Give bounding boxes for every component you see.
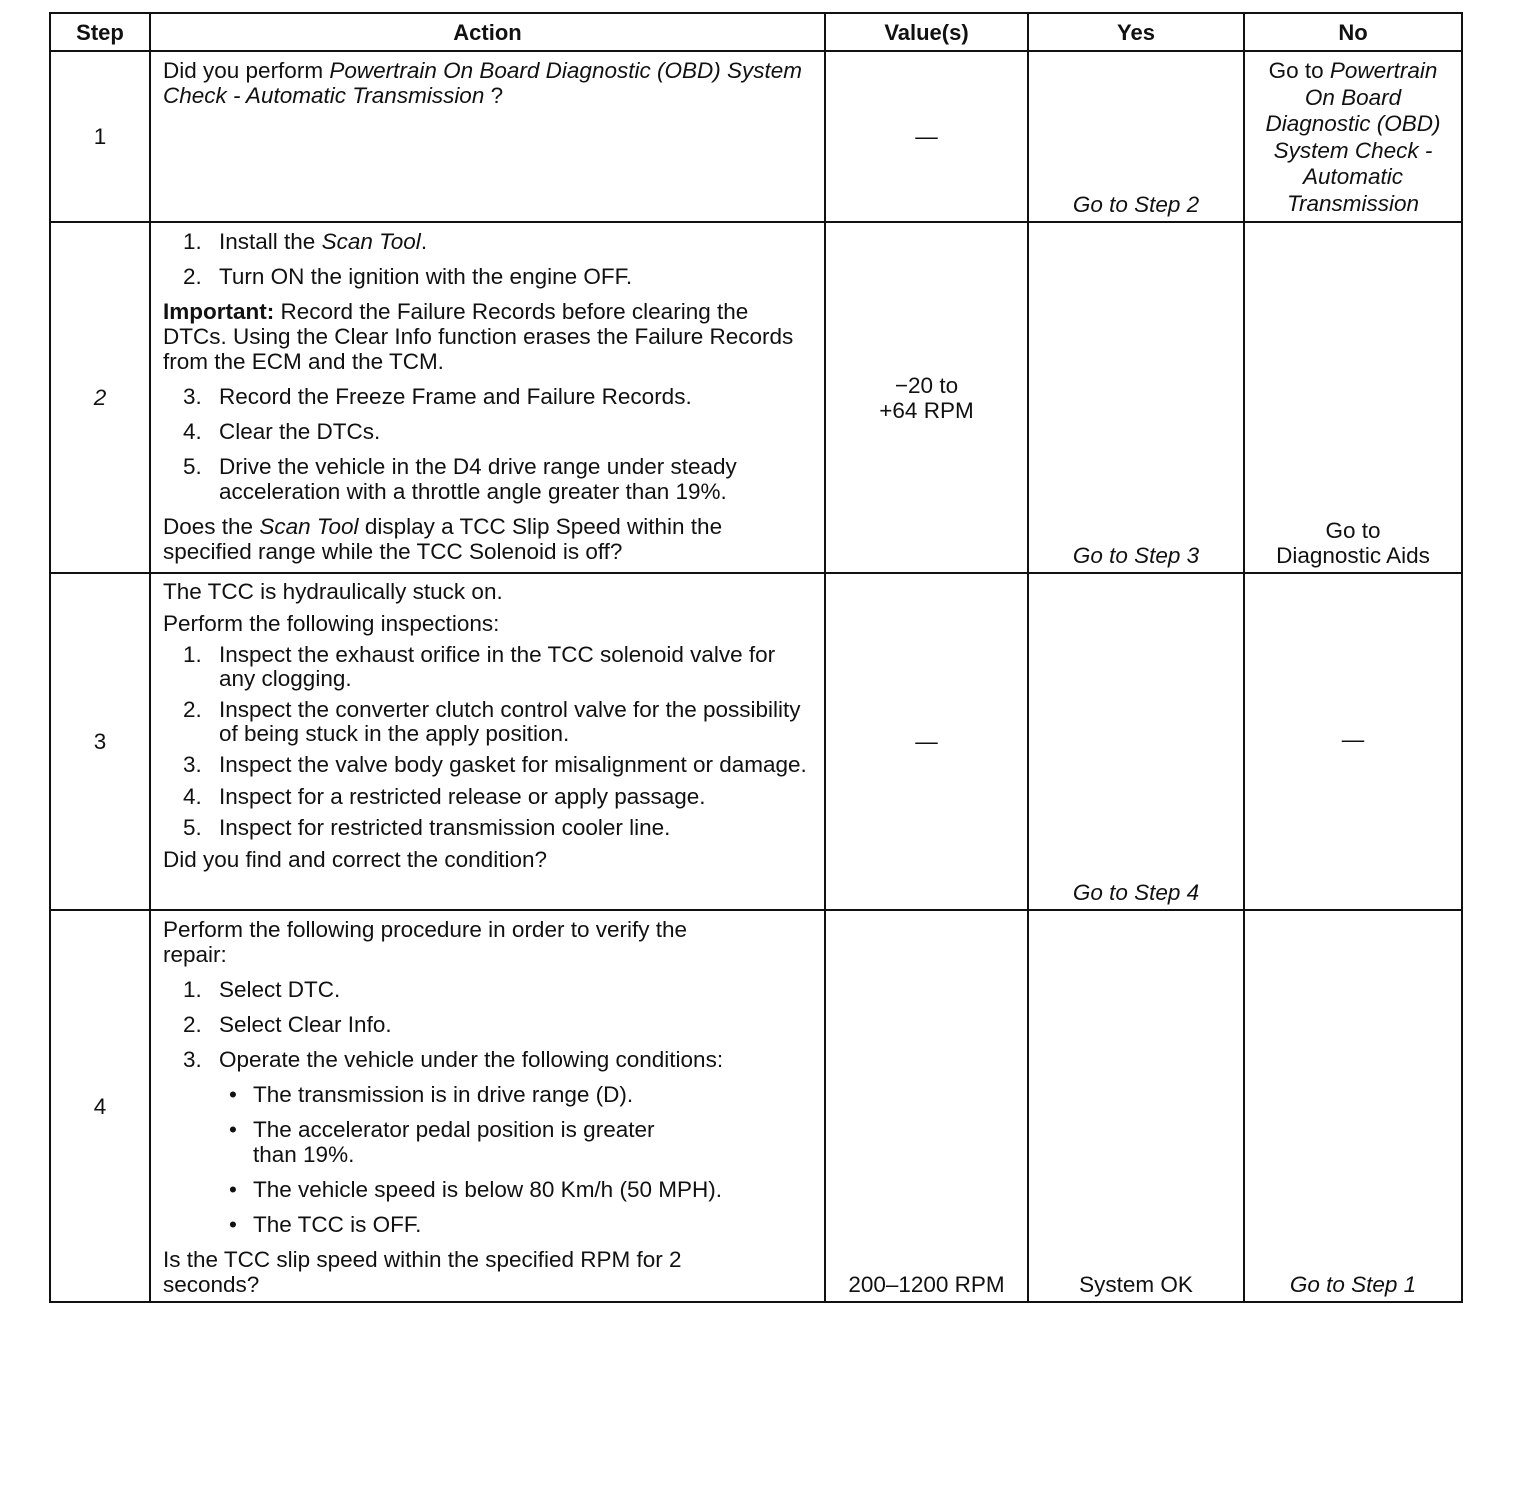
table-row [50,222,1462,573]
value-cell: — [825,51,1028,222]
action-cell [150,51,825,222]
table-row [50,573,1462,910]
header-no: No [1244,13,1462,51]
action-question: Is the TCC slip speed within the specified RPM for 2 seconds? [163,1247,682,1297]
list-item: 1. Install the Scan Tool. [183,229,428,254]
yes-cell: Go to Step 3 [1028,222,1244,573]
bullet-item: • The vehicle speed is below 80 Km/h (50 MPH). [229,1177,722,1202]
no-cell: — [1244,573,1462,910]
step-number: 1 [50,51,150,222]
list-item: 4. Clear the DTCs. [183,419,381,444]
action-cell [150,222,825,573]
list-item: 2. Inspect the converter clutch control valve for the possibility of being stuck in the apply position. [183,697,801,746]
list-item: 1. Select DTC. [183,977,341,1002]
value-cell [825,222,1028,573]
no-line: Diagnostic Aids [1276,543,1430,568]
header-step: Step [50,13,150,51]
bullet-icon: • [229,1177,237,1202]
list-item: 2. Turn ON the ignition with the engine OFF. [183,264,633,289]
important-note: Important: Record the Failure Records before clearing the DTCs. Using the Clear Info function erases the Failure Records from the ECM and the TCM. [163,299,794,374]
bullet-item: • The transmission is in drive range (D). [229,1082,634,1107]
table-row [50,910,1462,1302]
header-row [50,13,1462,51]
bullet-icon: • [229,1082,237,1107]
action-intro: The TCC is hydraulically stuck on. [163,579,503,604]
header-action: Action [150,13,825,51]
no-cell [1244,222,1462,573]
yes-cell: System OK [1028,910,1244,1302]
bullet-icon: • [229,1212,237,1237]
action-intro: Perform the following procedure in order to verify the repair: [163,917,688,967]
list-item: 5. Drive the vehicle in the D4 drive range under steady acceleration with a throttle angle greater than 19%. [183,454,737,504]
value-cell: 200–1200 RPM [825,910,1028,1302]
list-item: 3. Operate the vehicle under the following conditions: [183,1047,724,1072]
no-line: Go to [1325,518,1381,543]
bullet-item: • The TCC is OFF. [229,1212,422,1237]
step-number: 2 [50,222,150,573]
action-cell [150,573,825,910]
action-cell [150,910,825,1302]
list-item: 3. Inspect the valve body gasket for misalignment or damage. [183,752,807,777]
diagnostic-table [49,12,1463,1303]
action-question: Does the Scan Tool display a TCC Slip Speed within the specified range while the TCC Solenoid is off? [163,514,723,564]
list-item: 4. Inspect for a restricted release or apply passage. [183,783,706,809]
list-item: 5. Inspect for restricted transmission cooler line. [183,815,671,840]
bullet-icon: • [229,1117,237,1142]
yes-cell: Go to Step 4 [1028,573,1244,910]
action-question: Did you perform Powertrain On Board Diagnostic (OBD) System Check - Automatic Transmission ? [163,58,802,108]
action-question: Did you find and correct the condition? [163,846,547,872]
step-number: 3 [50,573,150,910]
list-item: 1. Inspect the exhaust orifice in the TCC solenoid valve for any clogging. [183,642,776,691]
list-item: 3. Record the Freeze Frame and Failure Records. [183,384,692,409]
step-number: 4 [50,910,150,1302]
value-line: +64 RPM [879,397,974,423]
no-cell: Go to Powertrain On Board Diagnostic (OBD) System Check - Automatic Transmission [1244,51,1462,222]
header-values: Value(s) [825,13,1028,51]
action-intro: Perform the following inspections: [163,610,500,636]
list-item: 2. Select Clear Info. [183,1012,392,1037]
value-cell: — [825,573,1028,910]
table-row [50,51,1462,222]
no-cell: Go to Step 1 [1244,910,1462,1302]
bullet-item: • The accelerator pedal position is greater than 19%. [229,1117,655,1167]
header-yes: Yes [1028,13,1244,51]
value-line: −20 to [894,372,959,398]
yes-cell: Go to Step 2 [1028,51,1244,222]
